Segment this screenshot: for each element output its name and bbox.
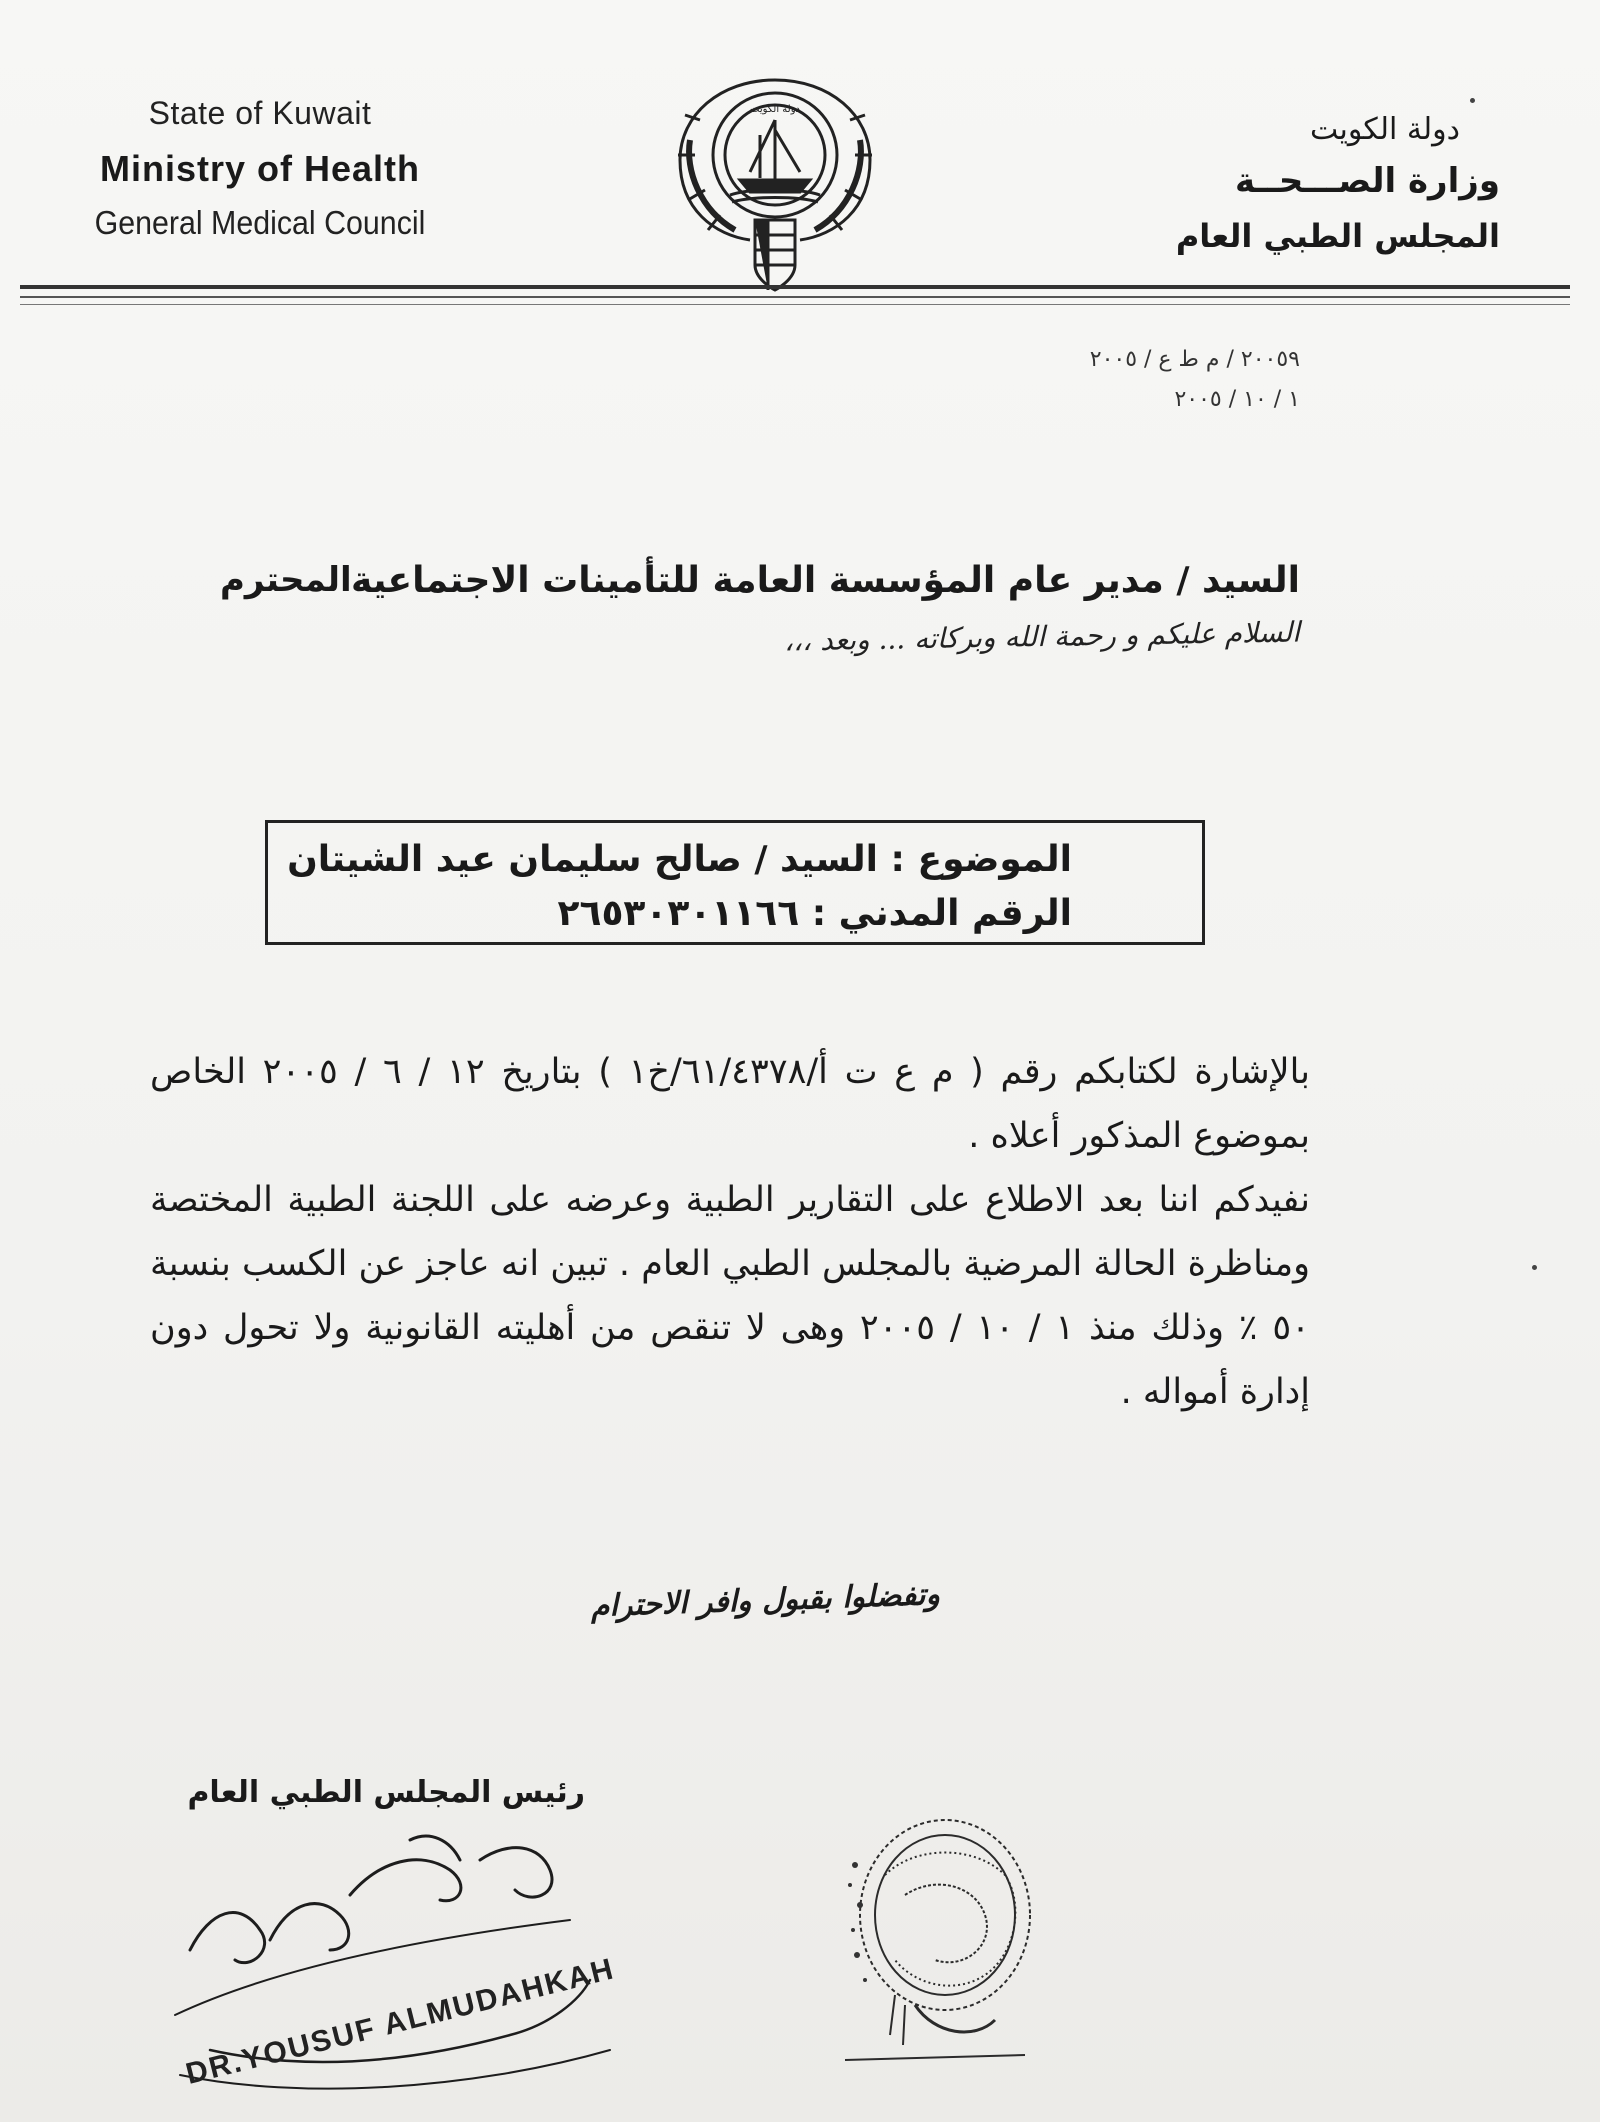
letterhead-ministry-ar: وزارة الصـــحــة	[1235, 161, 1500, 201]
official-stamp-image	[785, 1805, 1085, 2075]
addressee-honorific: المحترم	[220, 560, 352, 600]
letterhead-council-ar: المجلس الطبي العام	[1175, 217, 1500, 255]
greeting: السلام عليكم و رحمة الله وبركاته ... وبعد ،،،	[783, 615, 1301, 658]
addressee-name: السيد / مدير عام المؤسسة العامة للتأمينات الاجتماعية	[351, 560, 1300, 601]
closing-line: وتفضلوا بقبول وافر الاحترام	[590, 1576, 941, 1625]
reference-block	[930, 340, 1300, 420]
header-divider-hairline	[20, 304, 1570, 305]
letterhead-council: General Medical Council	[94, 204, 426, 241]
svg-text:دولة الكويت: دولة الكويت	[750, 104, 800, 115]
letter-body	[150, 1040, 1310, 1424]
header-divider-thin	[20, 296, 1570, 298]
reference-number: ٢٠٠٥٩ / م ط ع / ٢٠٠٥	[1089, 347, 1300, 372]
body-paragraph-2: نفيدكم اننا بعد الاطلاع على التقارير الطبية وعرضه على اللجنة الطبية المختصة ومناظرة الحالة المرضية بالمجلس الطبي العام . تبين انه عاجز عن الكسب بنسبة ٥٠ ٪ وذلك منذ ١ / ١٠ / ٢٠٠٥ وهى لا تنقص من أهليته القانونية ولا تحول دون إدارة أمواله .	[150, 1180, 1310, 1412]
civil-id-line: الرقم المدني : ٢٦٥٣٠٣٠١١٦٦	[557, 893, 1072, 934]
svg-text:DR.YOUSUF ALMUDAHKAH: DR.YOUSUF ALMUDAHKAH	[182, 1952, 619, 2091]
kuwait-emblem-icon	[660, 60, 890, 300]
body-paragraph-1: بالإشارة لكتابكم رقم ( م ع ت أ/٦١/٤٣٧٨/خ١ ) بتاريخ ١٢ / ٦ / ٢٠٠٥ الخاص بموضوع المذكور أعلاه .	[150, 1052, 1311, 1156]
signer-title: رئيس المجلس الطبي العام	[187, 1775, 585, 1810]
subject-line: الموضوع : السيد / صالح سليمان عيد الشيتان	[287, 839, 1072, 880]
paper-speck	[1470, 98, 1475, 103]
header-divider	[20, 285, 1570, 289]
letterhead-state: State of Kuwait	[148, 95, 372, 131]
reference-date: ١ / ١٠ / ٢٠٠٥	[1174, 387, 1300, 412]
addressee-line	[200, 560, 1300, 620]
subject-box	[265, 820, 1205, 945]
letterhead-ministry: Ministry of Health	[99, 148, 421, 189]
arabic-letterhead	[1140, 112, 1500, 255]
english-letterhead	[60, 95, 460, 242]
signature-image	[150, 1800, 650, 2100]
letterhead-state-ar: دولة الكويت	[1310, 112, 1460, 147]
paper-speck	[1532, 1265, 1537, 1270]
